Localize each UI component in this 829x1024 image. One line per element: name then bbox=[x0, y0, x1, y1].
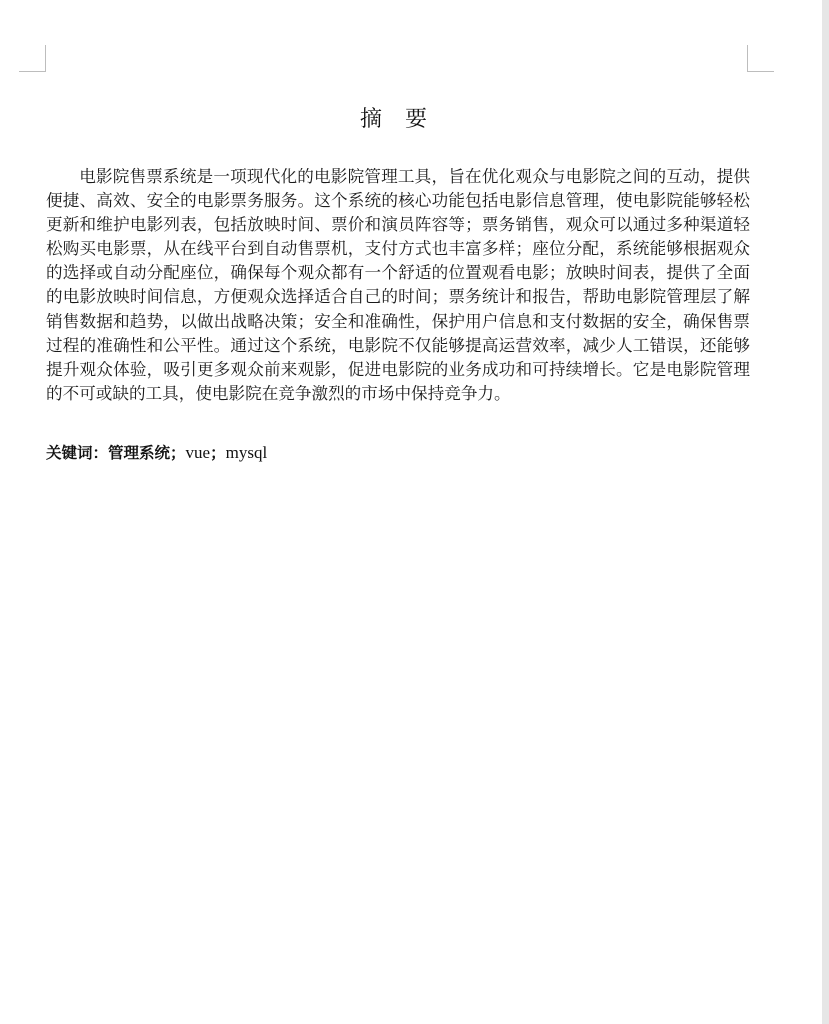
keyword-separator: ； bbox=[210, 444, 226, 462]
keywords-line bbox=[46, 441, 267, 465]
crop-mark-top-left bbox=[19, 45, 46, 72]
window-scroll-gutter[interactable] bbox=[822, 0, 829, 1024]
keywords-label: 关键词： bbox=[46, 444, 109, 462]
abstract-paragraph: 电影院售票系统是一项现代化的电影院管理工具，旨在优化观众与电影院之间的互动，提供便捷、高效、安全的电影票务服务。这个系统的核心功能包括电影信息管理，使电影院能够轻松更新和维护电影列表，包括放映时间、票价和演员阵容等；票务销售，观众可以通过多种渠道轻松购买电影票，从在线平台到自动售票机，支付方式也丰富多样；座位分配，系统能够根据观众的选择或自动分配座位，确保每个观众都有一个舒适的位置观看电影；放映时间表，提供了全面的电影放映时间信息，方便观众选择适合自己的时间；票务统计和报告，帮助电影院管理层了解销售数据和趋势，以做出战略决策；安全和准确性，保护用户信息和支付数据的安全，确保售票过程的准确性和公平性。通过这个系统，电影院不仅能够提高运营效率，减少人工错误，还能够提升观众体验，吸引更多观众前来观影，促进电影院的业务成功和可持续增长。它是电影院管理的不可或缺的工具，使电影院在竞争激烈的市场中保持竞争力。 bbox=[46, 167, 750, 403]
crop-mark-top-right bbox=[747, 45, 774, 72]
keyword-item: mysql bbox=[225, 443, 268, 462]
keyword-item: vue bbox=[185, 443, 211, 462]
page-title: 摘 要 bbox=[360, 107, 435, 132]
keyword-item: 管理系统 bbox=[108, 444, 171, 462]
keyword-separator: ； bbox=[170, 444, 186, 462]
